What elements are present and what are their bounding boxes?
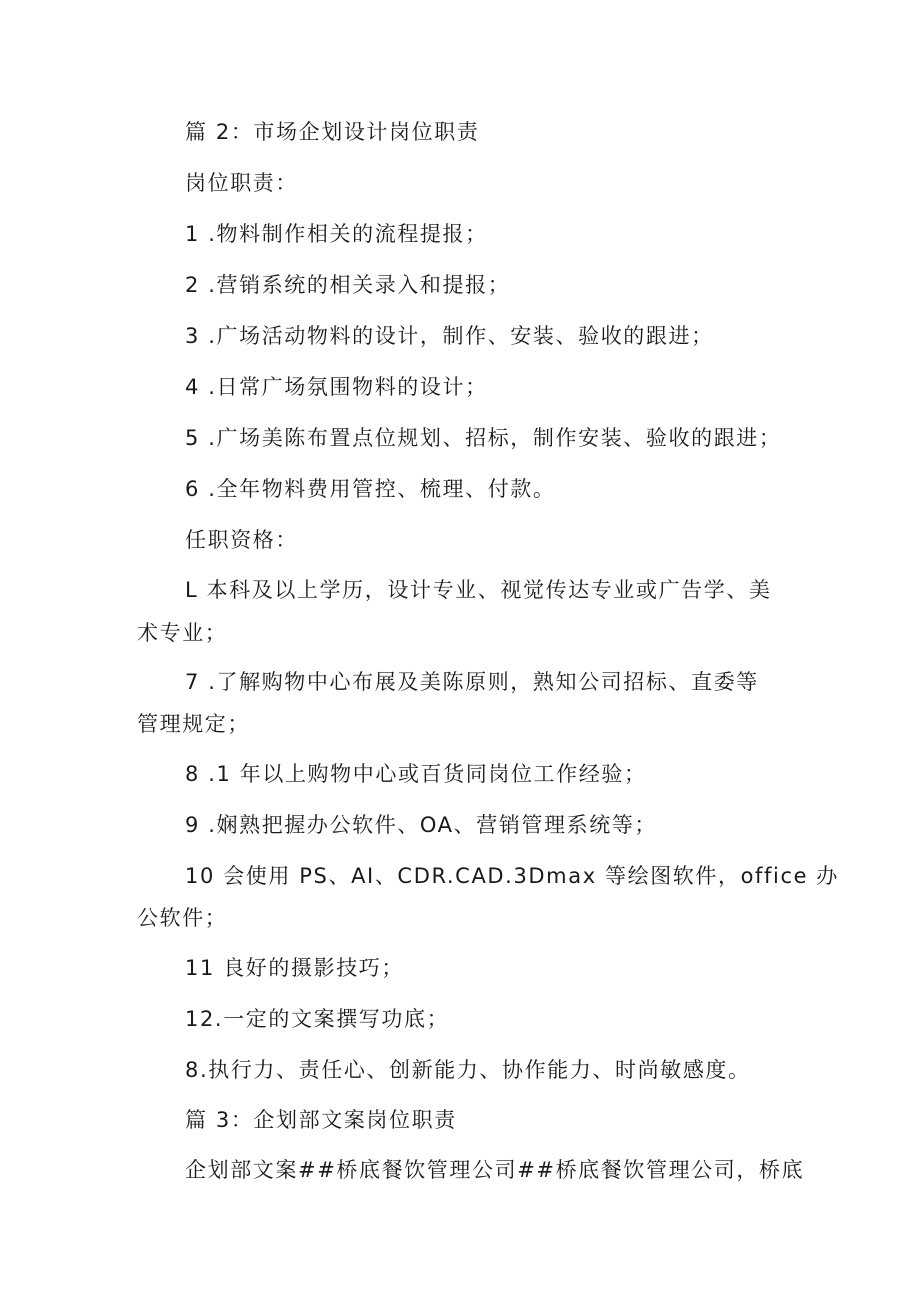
section-heading: 篇 2：市场企划设计岗位职责 bbox=[185, 120, 480, 144]
qualification-item-5: 10 会使用 PS、AI、CDR.CAD.3Dmax 等绘图软件，office 办 bbox=[185, 864, 840, 888]
duty-item-1: 1 .物料制作相关的流程提报； bbox=[185, 222, 488, 246]
qualification-item-1: L 本科及以上学历，设计专业、视觉传达专业或广告学、美 bbox=[185, 578, 772, 602]
duty-item-3: 3 .广场活动物料的设计，制作、安装、验收的跟进； bbox=[185, 324, 714, 348]
section-heading: 篇 3：企划部文案岗位职责 bbox=[185, 1108, 457, 1132]
section-intro-text: 企划部文案##桥底餐饮管理公司##桥底餐饮管理公司，桥底 bbox=[185, 1158, 805, 1182]
qualification-item-8: 8.执行力、责任心、创新能力、协作能力、时尚敏感度。 bbox=[185, 1058, 751, 1082]
qualification-item-4: 9 .娴熟把握办公软件、OA、营销管理系统等； bbox=[185, 813, 658, 837]
qualification-item-5-continuation: 公软件； bbox=[137, 906, 228, 930]
duty-item-4: 4 .日常广场氛围物料的设计； bbox=[185, 375, 488, 399]
qualification-item-2-continuation: 管理规定； bbox=[137, 712, 250, 736]
qualification-item-6: 11 良好的摄影技巧； bbox=[185, 956, 404, 980]
qualifications-label: 任职资格： bbox=[185, 528, 298, 552]
duty-item-2: 2 .营销系统的相关录入和提报； bbox=[185, 273, 511, 297]
duties-label: 岗位职责： bbox=[185, 171, 298, 195]
qualification-item-3: 8 .1 年以上购物中心或百货同岗位工作经验； bbox=[185, 762, 647, 786]
qualification-item-7: 12.一定的文案撰写功底； bbox=[185, 1007, 450, 1031]
qualification-item-2: 7 .了解购物中心布展及美陈原则，熟知公司招标、直委等 bbox=[185, 670, 759, 694]
duty-item-5: 5 .广场美陈布置点位规划、招标，制作安装、验收的跟进； bbox=[185, 426, 782, 450]
duty-item-6: 6 .全年物料费用管控、梳理、付款。 bbox=[185, 477, 556, 501]
qualification-item-1-continuation: 术专业； bbox=[137, 621, 228, 645]
